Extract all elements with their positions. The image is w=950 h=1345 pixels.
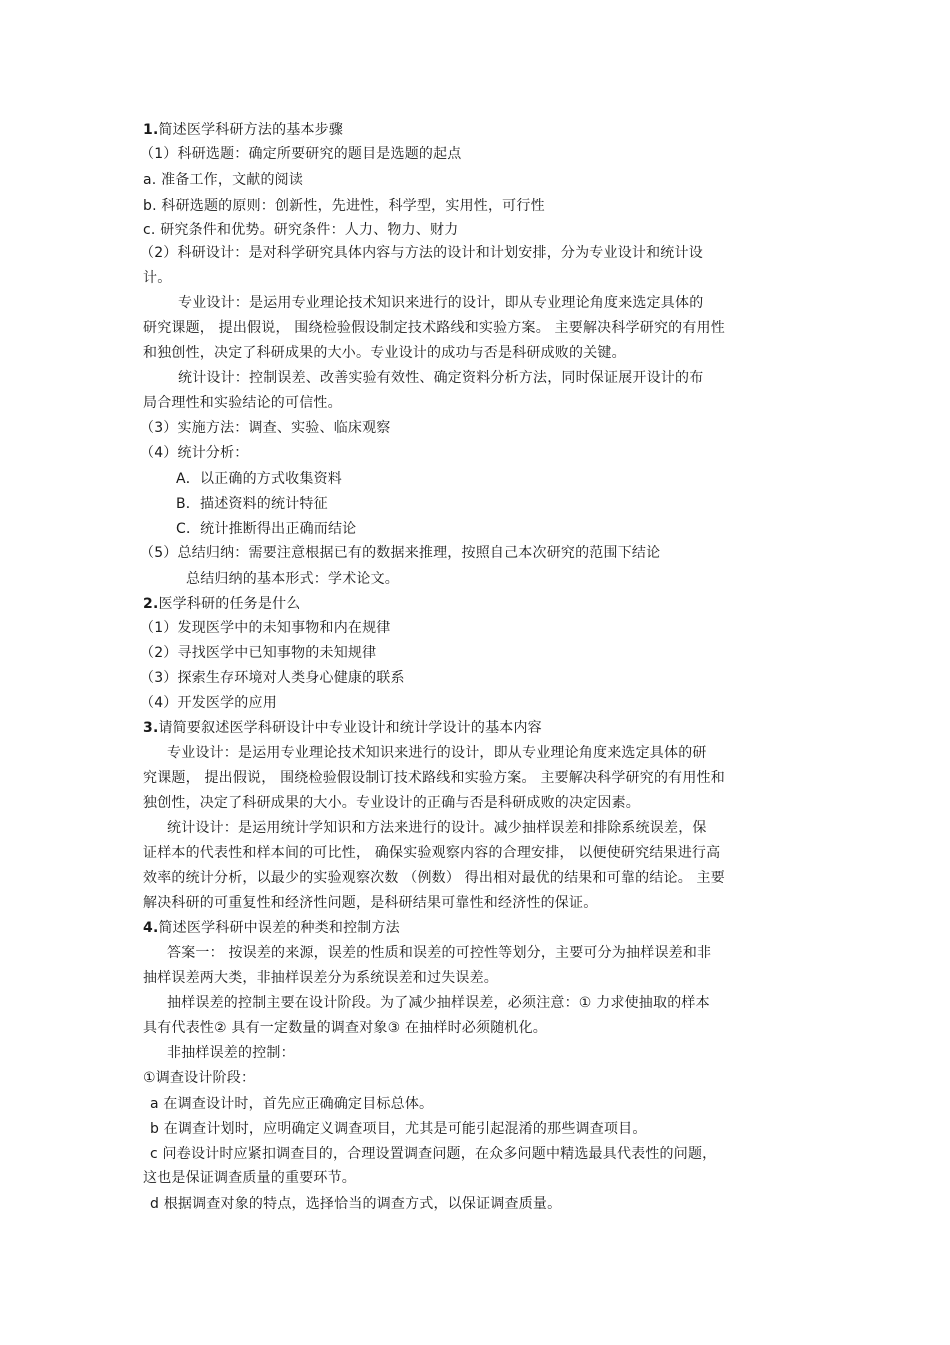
text-line: 统计设计：控制误差、改善实验有效性、确定资料分析方法，同时保证展开设计的布 (178, 370, 704, 386)
text-line: （4）开发医学的应用 (140, 695, 277, 711)
text-line: c 问卷设计时应紧扣调查目的，合理设置调查问题，在众多问题中精选最具代表性的问题， (150, 1146, 717, 1162)
text-line: 解决科研的可重复性和经济性问题，是科研结果可靠性和经济性的保证。 (143, 895, 598, 911)
text-line: d 根据调查对象的特点，选择恰当的调查方式，以保证调查质量。 (150, 1196, 562, 1212)
text-line: 统计设计：是运用统计学知识和方法来进行的设计。减少抽样误差和排除系统误差，保 (167, 820, 707, 836)
text-line: 专业设计：是运用专业理论技术知识来进行的设计，即从专业理论角度来选定具体的 (178, 295, 704, 311)
text-line: 这也是保证调查质量的重要环节。 (143, 1170, 356, 1186)
text-line: 计。 (143, 270, 172, 286)
text-line: 总结归纳的基本形式：学术论文。 (186, 571, 399, 587)
text-line: 独创性，决定了科研成果的大小。专业设计的正确与否是科研成败的决定因素。 (143, 795, 640, 811)
question-number: 3. (143, 720, 159, 736)
text-line: 抽样误差的控制主要在设计阶段。为了减少抽样误差，必须注意：① 力求使抽取的样本 (167, 995, 710, 1011)
text-line: （2）寻找医学中已知事物的未知规律 (140, 645, 377, 661)
text-line: 和独创性，决定了科研成果的大小。专业设计的成功与否是科研成败的关键。 (143, 345, 626, 361)
question-number: 1. (143, 122, 159, 138)
question-heading (143, 918, 400, 938)
text-line: A．以正确的方式收集资料 (176, 471, 342, 487)
text-line: （5）总结归纳：需要注意根据已有的数据来推理，按照自己本次研究的范围下结论 (140, 545, 661, 561)
text-line: （1）发现医学中的未知事物和内在规律 (140, 620, 391, 636)
text-line: 究课题， 提出假说， 围绕检验假设制订技术路线和实验方案。 主要解决科学研究的有用性和 (143, 770, 725, 786)
text-line: 证样本的代表性和样本间的可比性， 确保实验观察内容的合理安排， 以便使研究结果进行高 (143, 845, 721, 861)
question-title: 医学科研的任务是什么 (158, 596, 301, 612)
text-line: b 在调查计划时，应明确定义调查项目，尤其是可能引起混淆的那些调查项目。 (150, 1121, 647, 1137)
text-line: a. 准备工作，文献的阅读 (143, 172, 304, 188)
text-line: B．描述资料的统计特征 (176, 496, 328, 512)
question-heading (143, 120, 343, 140)
text-line: （3）探索生存环境对人类身心健康的联系 (140, 670, 405, 686)
text-line: 效率的统计分析，以最少的实验观察次数 （例数） 得出相对最优的结果和可靠的结论。 主要 (143, 870, 725, 886)
text-line: 局合理性和实验结论的可信性。 (143, 395, 342, 411)
text-line: 具有代表性② 具有一定数量的调查对象③ 在抽样时必须随机化。 (143, 1020, 548, 1036)
text-line: （2）科研设计：是对科学研究具体内容与方法的设计和计划安排，分为专业设计和统计设 (140, 245, 703, 261)
text-line: （1）科研选题：确定所要研究的题目是选题的起点 (140, 146, 462, 162)
text-line: （3）实施方法：调查、实验、临床观察 (140, 420, 391, 436)
text-line: 抽样误差两大类，非抽样误差分为系统误差和过失误差。 (143, 970, 498, 986)
question-number: 4. (143, 920, 159, 936)
text-line: 答案一： 按误差的来源，误差的性质和误差的可控性等划分，主要可分为抽样误差和非 (167, 945, 712, 961)
text-line: a 在调查设计时，首先应正确确定目标总体。 (150, 1096, 434, 1112)
question-title: 请简要叙述医学科研设计中专业设计和统计学设计的基本内容 (158, 720, 542, 736)
question-number: 2. (143, 596, 159, 612)
text-line: 研究课题， 提出假说， 围绕检验假设制定技术路线和实验方案。 主要解决科学研究的有用性 (143, 320, 725, 336)
text-line: C．统计推断得出正确而结论 (176, 521, 357, 537)
text-line: b. 科研选题的原则：创新性，先进性，科学型，实用性，可行性 (143, 198, 545, 214)
text-line: 专业设计：是运用专业理论技术知识来进行的设计，即从专业理论角度来选定具体的研 (167, 745, 707, 761)
question-heading (143, 594, 300, 614)
question-title: 简述医学科研中误差的种类和控制方法 (158, 920, 400, 936)
text-line: c. 研究条件和优势。研究条件：人力、物力、财力 (143, 222, 459, 238)
question-heading (143, 718, 542, 738)
text-line: 非抽样误差的控制： (167, 1045, 295, 1061)
text-line: ①调查设计阶段： (143, 1070, 256, 1086)
question-title: 简述医学科研方法的基本步骤 (158, 122, 344, 138)
text-line: （4）统计分析： (140, 445, 249, 461)
